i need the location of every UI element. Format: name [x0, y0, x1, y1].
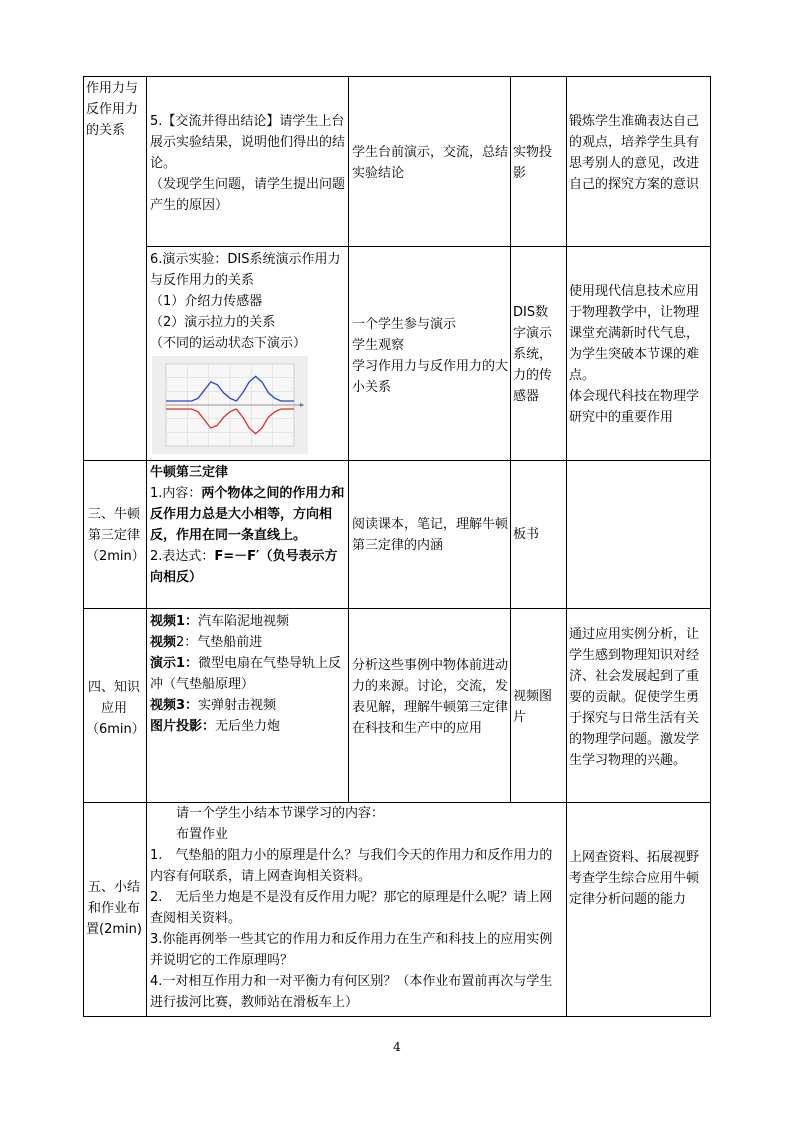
- homework-item: 1. 气垫船的阻力小的原理是什么？与我们今天的作用力和反作用力的内容有何联系，请上网查询相关资料。: [150, 848, 553, 884]
- teacher-line: 6.演示实验：DIS系统演示作用力与反作用力的关系: [150, 252, 341, 288]
- homework-item: 2. 无后坐力炮是不是没有反作用力呢？那它的原理是什么呢？请上网查阅相关资料。: [150, 890, 553, 926]
- design-intent: [569, 847, 707, 910]
- item-text: 无后坐力炮: [215, 719, 281, 734]
- item-text: 实弹射击视频: [198, 698, 277, 713]
- homework-heading: 布置作业: [176, 827, 229, 842]
- student-activity: 阅读课本，笔记，理解牛顿第三定律的内涵: [352, 517, 509, 553]
- student-activity: 分析这些事例中物体前进动力的来源。讨论，交流，发表见解，理解牛顿第三定律在科技和生产中的应用: [352, 658, 509, 736]
- column-divider: [146, 76, 147, 1017]
- intent-line: 体会现代科技在物理学研究中的重要作用: [569, 389, 700, 425]
- design-intent: 通过应用实例分析，让学生感到物理知识对经济、社会发展起到了重要的贡献。促使学生勇于探究与日常生活有关的物理学问题。激发学生学习物理的兴趣。: [569, 627, 700, 768]
- item-label: 图片投影：: [150, 719, 216, 734]
- teacher-activity: [150, 611, 346, 737]
- intent-line: 考查学生综合应用牛顿定律分析问题的能力: [569, 871, 700, 907]
- design-intent: 锻炼学生准确表达自己的观点，培养学生具有思考别人的意见，改进自己的探究方案的意识: [569, 114, 700, 192]
- homework-item: 3.你能再例举一些其它的作用力和反作用力在生产和科技上的应用实例并说明它的工作原理吗？: [150, 932, 553, 968]
- student-activity: [352, 314, 508, 398]
- row-divider: [146, 246, 711, 247]
- table-border-left: [83, 76, 84, 1017]
- table-border-bottom: [83, 1016, 711, 1017]
- media-cell: 板书: [513, 527, 540, 542]
- teacher-line: （发现学生问题，请学生提出问题产生的原因）: [150, 177, 346, 213]
- summary-line: 请一个学生小结本节课学习的内容：: [176, 806, 385, 821]
- row-divider: [83, 460, 711, 461]
- teacher-activity: [150, 111, 346, 216]
- teacher-activity: [150, 249, 346, 354]
- law-content: 两个物体之间的作用力和反作用力总是大小相等，方向相反，作用在同一条直线上。: [150, 486, 345, 543]
- row-divider: [83, 608, 711, 609]
- homework-item: 4.一对相互作用力和一对平衡力有何区别？（本作业布置前再次与学生进行拔河比赛，教师站在滑板车上）: [150, 974, 553, 1010]
- student-line: 学生观察: [352, 338, 405, 353]
- item-label: 演示1：: [150, 656, 199, 671]
- media-cell: 视频图片: [513, 689, 553, 725]
- column-divider: [510, 76, 511, 802]
- teacher-activity: [150, 462, 346, 588]
- page-number: 4: [393, 1040, 401, 1054]
- student-line: 一个学生参与演示: [352, 317, 457, 332]
- summary-and-homework: [150, 803, 558, 1013]
- design-intent: [569, 281, 707, 428]
- item-label: 视频1：: [150, 614, 199, 629]
- table-border-top: [83, 76, 711, 77]
- teacher-line: （1）介绍力传感器: [150, 294, 263, 309]
- media-cell: DIS数字演示系统，力的传感器: [513, 305, 553, 404]
- item-label: 视频: [150, 635, 177, 650]
- section-label: 五、小结和作业布置(2min): [86, 880, 142, 937]
- column-divider: [348, 76, 349, 802]
- section-label: 四、知识应用（6min）: [86, 680, 145, 737]
- media-cell: 实物投影: [513, 145, 553, 181]
- item-text: 汽车陷泥地视频: [198, 614, 290, 629]
- x-axis-arrow: [300, 403, 304, 407]
- student-line: 学习作用力与反作用力的大小关系: [352, 359, 509, 395]
- intent-line: 使用现代信息技术应用于物理教学中，让物理课堂充满新时代气息，为学生突破本节课的难点。: [569, 284, 700, 383]
- teacher-line: （2）演示拉力的关系: [150, 315, 276, 330]
- item-text: 2：气垫船前进: [176, 635, 263, 650]
- table-border-right: [710, 76, 711, 1017]
- section-label: 作用力与反作用力的关系: [86, 81, 139, 138]
- force-sensor-chart: [152, 356, 308, 454]
- law-formula: F=－F′（负号表示方向相反）: [150, 549, 338, 585]
- teacher-line: 5.【交流并得出结论】请学生上台展示实验结果，说明他们得出的结论。: [150, 114, 346, 171]
- law-title: 牛顿第三定律: [150, 465, 229, 480]
- column-divider: [566, 76, 567, 1017]
- law-content-label: 1.内容：: [150, 486, 202, 501]
- student-activity: 学生台前演示，交流，总结实验结论: [352, 145, 509, 181]
- item-text: 微型电扇在气垫导轨上反冲（气垫船原理）: [150, 656, 342, 692]
- intent-line: 上网查资料、拓展视野: [569, 850, 700, 865]
- item-label: 视频3：: [150, 698, 199, 713]
- teacher-line: （不同的运动状态下演示）: [150, 336, 307, 351]
- law-formula-label: 2.表达式：: [150, 549, 215, 564]
- section-label: 三、牛顿第三定律（2min）: [86, 507, 145, 564]
